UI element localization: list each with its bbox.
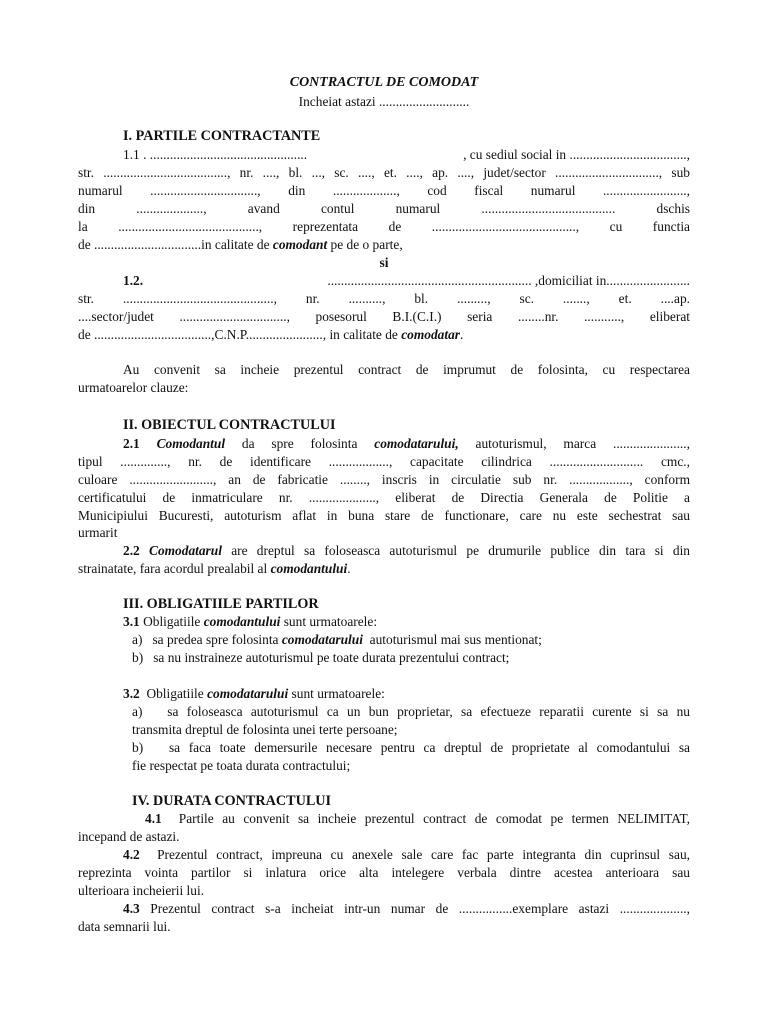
document-subtitle: Incheiat astazi ........................... (298, 94, 470, 109)
section-heading-obligatii: III. OBLIGATIILE PARTILOR (123, 596, 319, 612)
section-heading-durata: IV. DURATA CONTRACTULUI (132, 793, 332, 809)
clause-3-2-item-b-line-1: b) sa faca toate demersurile necesare pentru ca dreptul de proprietate al comodantului sa (132, 740, 690, 755)
clause-1-1-line-5: la .........................................., reprezentata de ..........................................., cu functia (78, 219, 690, 234)
term-comodatar: comodatar (401, 327, 460, 342)
clause-3-1-item-b: b) sa nu instraineze autoturismul pe toate durata prezentului contract; (132, 650, 510, 665)
clause-3-2-item-b-line-2: fie respectat pe toata durata contractului; (132, 758, 351, 773)
clause-1-1-line-3: numarul ................................, din ..................., cod fiscal numarul ........................., (78, 183, 690, 198)
clause-2-2-line-2: strainatate, fara acordul prealabil al comodantului. (78, 561, 351, 576)
conjunction-si: si (379, 255, 389, 270)
clause-1-1-line-4: din ...................., avand contul numarul ........................................ dschis (78, 201, 690, 216)
clause-1-2-line-3: ....sector/judet ................................, posesorul B.I.(C.I.) seria ........nr. ..........., eliberat (78, 309, 690, 324)
term-comodatarul: Comodatarul (149, 543, 222, 558)
term-comodantul: Comodantul (156, 436, 226, 451)
clause-1-1-line-1 (123, 146, 690, 164)
clause-1-2-line-2: str. ............................................., nr. .........., bl. ........., sc. ......., et. ....ap. (78, 291, 690, 306)
clause-2-1-line-3: culoare ........................., an de fabricatie ........, inscris in circulatie sub nr. .................., conform (78, 472, 690, 487)
clause-4-1-line-1: 4.1 Partile au convenit sa incheie prezentul contract de comodat pe termen NELIMITAT, (145, 811, 690, 826)
clause-3-2-item-a-line-2: transmita dreptul de folosinta unei terte persoane; (132, 722, 398, 737)
clause-4-2-line-2: reprezinta vointa partilor si inlatura orice alta intelegere verbala dintre acestea anterioara sau (78, 865, 690, 880)
clause-4-2-line-1: 4.2 Prezentul contract, impreuna cu anexele sale care fac parte integranta din cuprinsul sau, (123, 847, 690, 862)
section-heading-partile: I. PARTILE CONTRACTANTE (123, 128, 321, 144)
term-comodatarului: comodatarului, (374, 436, 459, 451)
term-comodatarului-3-1: comodatarului (281, 632, 363, 647)
clause-2-1-line-1: 2.1 Comodantul da spre folosinta comodatarului, autoturismul, marca ......................, (123, 436, 690, 451)
intro-line-2: urmatoarelor clauze: (78, 380, 189, 395)
term-comodatarului-3-2: comodatarului (207, 686, 289, 701)
clause-3-2-item-a-line-1: a) sa foloseasca autoturismul ca un bun proprietar, sa efectueze reparatii curente si sa nu (132, 704, 690, 719)
intro-line-1: Au convenit sa incheie prezentul contract de imprumut de folosinta, cu respectarea (123, 362, 690, 377)
document-title: CONTRACTUL DE COMODAT (289, 75, 479, 90)
clause-3-2-lead: 3.2 Obligatiile comodatarului sunt urmatoarele: (123, 686, 385, 701)
clause-1-1-sediu: , cu sediul social in ..................................., (463, 147, 690, 162)
clause-1-1-lead: 1.1 . ............................................... (123, 147, 308, 162)
clause-2-2-line-1: 2.2 Comodatarul are dreptul sa foloseasca autoturismul pe drumurile publice din tara si din (123, 543, 690, 558)
clause-3-1-lead: 3.1 Obligatiile comodantului sunt urmatoarele: (123, 614, 378, 629)
clause-4-2-line-3: ulterioara incheierii lui. (78, 883, 205, 898)
clause-1-2-line-1 (123, 272, 690, 290)
clause-1-1-line-6: de ................................in calitate de comodant pe de o parte, (78, 237, 403, 252)
section-heading-obiectul: II. OBIECTUL CONTRACTULUI (123, 417, 336, 433)
term-comodant: comodant (272, 237, 328, 252)
clause-4-3-line-2: data semnarii lui. (78, 919, 171, 934)
clause-2-1-line-2: tipul .............., nr. de identificare .................., capacitate cilindrica ............................ cmc., (78, 454, 690, 469)
clause-1-2-number: 1.2. (123, 273, 144, 288)
term-comodantului-3-1: comodantului (203, 614, 281, 629)
term-comodantului: comodantului (270, 561, 348, 576)
clause-2-1-line-5: Municipiului Bucuresti, autoturism aflat in buna stare de functionare, care nu este sechestrat sau (78, 508, 690, 523)
clause-3-1-item-a: a) sa predea spre folosinta comodatarului autoturismul mai sus mentionat; (132, 632, 542, 647)
clause-4-3-line-1: 4.3 Prezentul contract s-a incheiat intr-un numar de ................exemplare astazi ...................., (123, 901, 690, 916)
clause-2-1-line-4: certificatului de inmatriculare nr. ...................., eliberat de Directia Generala de Politie a (78, 490, 690, 505)
clause-1-2-domiciliat: ............................................................. ,domiciliat in......................... (327, 273, 690, 288)
clause-1-1-line-2: str. ....................................., nr. ...., bl. ..., sc. ...., et. ...., ap. ...., judet/sector ..............................., sub (78, 165, 690, 180)
clause-2-1-line-6: urmarit (78, 525, 118, 540)
clause-4-1-line-2: incepand de astazi. (78, 829, 180, 844)
clause-1-2-line-4: de ...................................,C.N.P......................., in calitate de comodatar. (78, 327, 464, 342)
